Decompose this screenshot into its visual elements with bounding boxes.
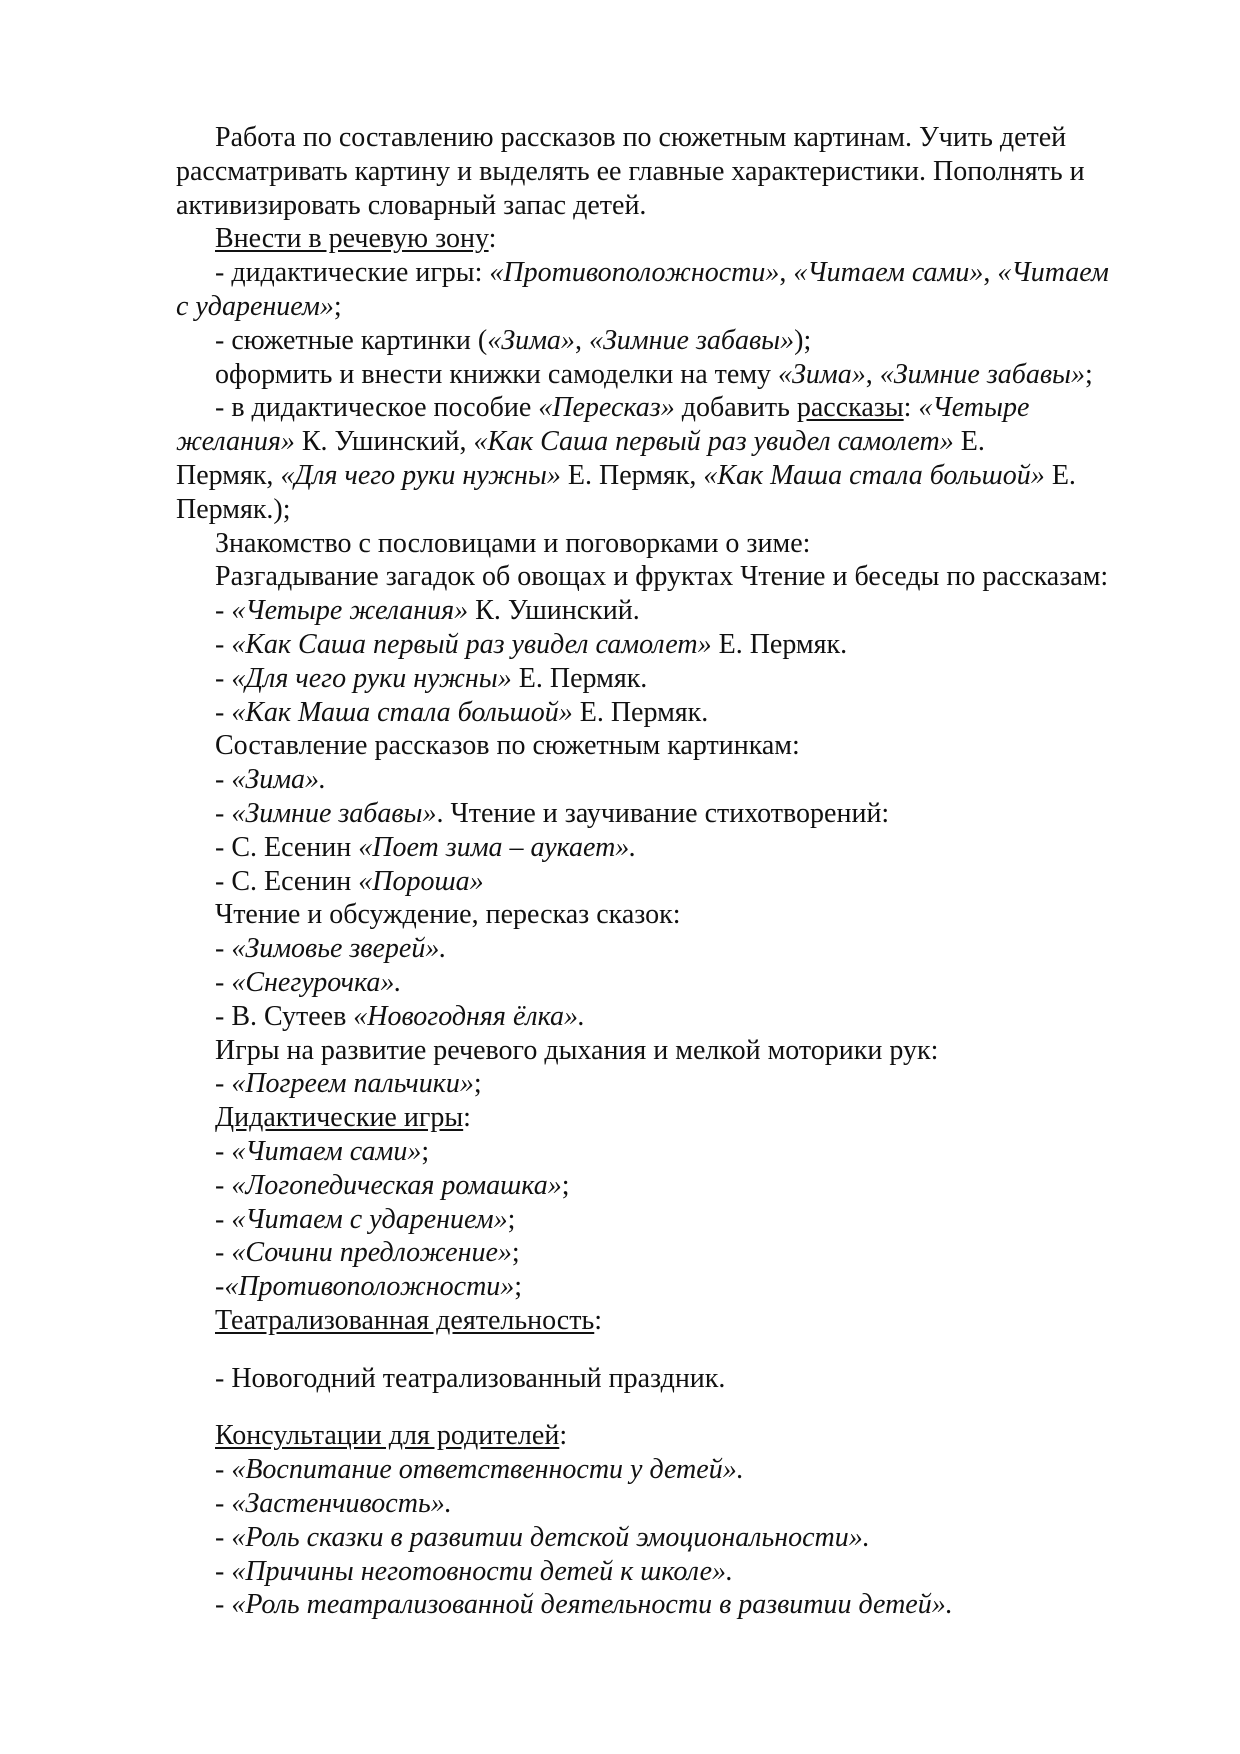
text-line xyxy=(176,1419,1176,1453)
text-segment: Е. Пермяк. xyxy=(711,628,848,660)
text-segment: - xyxy=(215,933,232,965)
text-segment: , xyxy=(574,324,589,356)
text-segment: - xyxy=(215,1237,232,1269)
text-line xyxy=(176,831,1176,865)
text-line xyxy=(176,189,1176,223)
text-segment: Е. Пермяк. xyxy=(511,662,648,694)
italic-title: «Зима». xyxy=(231,764,327,796)
text-line xyxy=(176,594,1176,628)
text-line xyxy=(176,1453,1176,1487)
text-segment: Составление рассказов по сюжетным картинкам: xyxy=(215,730,800,762)
text-segment: - xyxy=(215,1521,232,1553)
italic-title: «Воспитание ответственности у детей». xyxy=(231,1454,744,1486)
text-line xyxy=(176,121,1176,155)
text-line xyxy=(176,493,1176,527)
italic-title: «Пересказ» xyxy=(538,392,675,424)
text-line xyxy=(176,1555,1176,1589)
text-segment: - xyxy=(215,1454,232,1486)
text-line xyxy=(176,425,1176,459)
text-line xyxy=(176,358,1176,392)
italic-title: «Зима» xyxy=(778,358,866,390)
text-line xyxy=(176,1236,1176,1270)
italic-title: «Новогодняя ёлка». xyxy=(353,1000,585,1032)
italic-title: с ударением» xyxy=(176,290,334,322)
text-line xyxy=(176,1588,1176,1622)
text-line xyxy=(176,290,1176,324)
italic-title: «Поет зима – аукает». xyxy=(358,831,637,863)
text-line xyxy=(176,932,1176,966)
text-segment: - xyxy=(215,1135,232,1167)
text-segment: активизировать словарный запас детей. xyxy=(176,189,647,221)
text-line xyxy=(176,1487,1176,1521)
italic-title: «Читаем с ударением» xyxy=(231,1203,508,1235)
text-line xyxy=(176,1521,1176,1555)
italic-title: «Зимние забавы» xyxy=(879,358,1085,390)
text-segment: - С. Есенин xyxy=(215,831,359,863)
text-segment: - С. Есенин xyxy=(215,865,359,897)
italic-title: «Читаем сами» xyxy=(793,257,984,289)
text-segment: К. Ушинский. xyxy=(468,595,640,627)
text-line xyxy=(176,628,1176,662)
text-line xyxy=(176,155,1176,189)
text-segment: , xyxy=(983,257,998,289)
text-segment: - дидактические игры: xyxy=(215,257,490,289)
italic-title: «Застенчивость». xyxy=(231,1488,452,1520)
italic-title: «Для чего руки нужны» xyxy=(231,662,512,694)
text-line xyxy=(176,1304,1176,1338)
text-segment: ; xyxy=(561,1169,570,1201)
text-segment: ); xyxy=(794,324,812,356)
text-segment: , xyxy=(865,358,880,390)
text-segment: - xyxy=(215,696,232,728)
underlined-heading: Театрализованная деятельность xyxy=(215,1304,595,1336)
text-line xyxy=(176,763,1176,797)
text-segment: , xyxy=(779,257,794,289)
italic-title: «Противоположности» xyxy=(489,257,780,289)
text-segment: - xyxy=(215,1203,232,1235)
italic-title: «Пороша» xyxy=(358,865,484,897)
italic-title: «Логопедическая ромашка» xyxy=(231,1169,562,1201)
text-segment: ; xyxy=(333,290,342,322)
text-segment: : xyxy=(463,1102,471,1134)
text-line xyxy=(176,324,1176,358)
text-segment: - xyxy=(215,1169,232,1201)
text-segment: . Чтение и заучивание стихотворений: xyxy=(436,797,890,829)
text-segment: Разгадывание загадок об овощах и фруктах Чтение и беседы по рассказам: xyxy=(215,561,1109,593)
text-line xyxy=(176,527,1176,561)
text-segment: - xyxy=(215,595,232,627)
italic-title: «Как Маша стала большой» xyxy=(703,459,1045,491)
text-segment: Чтение и обсуждение, пересказ сказок: xyxy=(215,899,681,931)
text-segment: Игры на развитие речевого дыхания и мелкой моторики рук: xyxy=(215,1034,939,1066)
text-line xyxy=(176,898,1176,932)
italic-title: «Четыре желания» xyxy=(231,595,469,627)
text-segment: ; xyxy=(507,1203,516,1235)
text-segment: : xyxy=(559,1420,568,1452)
italic-title: «Причины неготовности детей к школе». xyxy=(231,1555,734,1587)
text-segment: Е. Пермяк, xyxy=(560,459,704,491)
italic-title: «Снегурочка». xyxy=(231,966,402,998)
text-line xyxy=(176,1203,1176,1237)
text-segment: Е. xyxy=(953,426,985,458)
underlined-heading: Дидактические игры xyxy=(215,1102,464,1134)
text-line xyxy=(176,1034,1176,1068)
italic-title: «Погреем пальчики» xyxy=(231,1068,474,1100)
italic-title: «Сочини предложение» xyxy=(231,1237,512,1269)
text-line xyxy=(176,1362,1176,1396)
text-line xyxy=(176,1000,1176,1034)
text-line xyxy=(176,560,1176,594)
text-segment: рассматривать картину и выделять ее главные характеристики. Пополнять и xyxy=(176,155,1085,187)
italic-title: «Зимние забавы» xyxy=(588,324,795,356)
text-line xyxy=(176,797,1176,831)
text-segment: - xyxy=(215,966,232,998)
underlined-heading: Консультации для родителей xyxy=(215,1420,560,1452)
text-line xyxy=(176,1067,1176,1101)
text-segment: Пермяк, xyxy=(176,459,281,491)
text-line xyxy=(176,1101,1176,1135)
italic-title: «Как Саша первый раз увидел самолет» xyxy=(231,628,712,660)
text-segment: добавить xyxy=(674,392,797,424)
text-line xyxy=(176,729,1176,763)
text-segment: - xyxy=(215,1068,232,1100)
text-segment: : xyxy=(903,392,919,424)
italic-title: желания» xyxy=(176,426,295,458)
text-line xyxy=(176,966,1176,1000)
italic-title: «Читаем xyxy=(997,257,1109,289)
text-line xyxy=(176,459,1176,493)
text-segment: Е. xyxy=(1044,459,1076,491)
text-segment: Е. Пермяк. xyxy=(572,696,709,728)
italic-title: «Роль театрализованной деятельности в развитии детей». xyxy=(231,1589,953,1621)
text-segment: - Новогодний театрализованный праздник. xyxy=(215,1362,726,1394)
underlined-heading: Внести в речевую зону xyxy=(215,223,489,255)
text-segment: : xyxy=(594,1304,603,1336)
text-segment: Работа по составлению рассказов по сюжетным картинам. Учить детей xyxy=(215,122,1067,153)
text-segment: - xyxy=(215,1488,232,1520)
italic-title: «Читаем сами» xyxy=(231,1135,422,1167)
italic-title: «Зимние забавы» xyxy=(231,797,437,829)
text-line xyxy=(176,1270,1176,1304)
text-segment: ; xyxy=(514,1271,523,1303)
text-line xyxy=(176,865,1176,899)
text-segment: - сюжетные картинки ( xyxy=(215,324,488,356)
italic-title: «Противоположности» xyxy=(224,1271,515,1303)
text-segment: ; xyxy=(511,1237,520,1269)
italic-title: «Четыре xyxy=(918,392,1030,424)
text-segment: - xyxy=(215,1589,232,1621)
text-line xyxy=(176,256,1176,290)
text-segment: - в дидактическое пособие xyxy=(215,392,539,424)
text-line xyxy=(176,1135,1176,1169)
text-segment: - xyxy=(215,662,232,694)
document-body xyxy=(176,121,1176,1622)
text-line xyxy=(176,696,1176,730)
text-segment: - xyxy=(215,628,232,660)
text-segment: - xyxy=(215,1271,225,1303)
italic-title: «Зимовье зверей». xyxy=(231,933,447,965)
text-segment: ; xyxy=(1084,358,1093,390)
text-line xyxy=(176,662,1176,696)
text-segment: К. Ушинский, xyxy=(294,426,474,458)
italic-title: «Зима» xyxy=(487,324,575,356)
text-segment: оформить и внести книжки самоделки на тему xyxy=(215,358,779,390)
italic-title: «Как Саша первый раз увидел самолет» xyxy=(473,426,954,458)
text-segment: ; xyxy=(421,1135,430,1167)
underlined-heading: рассказы xyxy=(796,392,904,424)
text-segment: - xyxy=(215,764,232,796)
italic-title: «Роль сказки в развитии детской эмоциональности». xyxy=(231,1521,870,1553)
text-segment: - xyxy=(215,1555,232,1587)
italic-title: «Как Маша стала большой» xyxy=(231,696,573,728)
text-line xyxy=(176,391,1176,425)
text-segment: Пермяк.); xyxy=(176,493,291,525)
text-segment: : xyxy=(488,223,497,255)
text-segment: Знакомство с пословицами и поговорками о зиме: xyxy=(215,527,811,559)
text-segment: - xyxy=(215,797,232,829)
text-segment: ; xyxy=(473,1068,482,1100)
text-segment: - В. Сутеев xyxy=(215,1000,354,1032)
text-line xyxy=(176,1169,1176,1203)
text-line xyxy=(176,222,1176,256)
italic-title: «Для чего руки нужны» xyxy=(280,459,561,491)
